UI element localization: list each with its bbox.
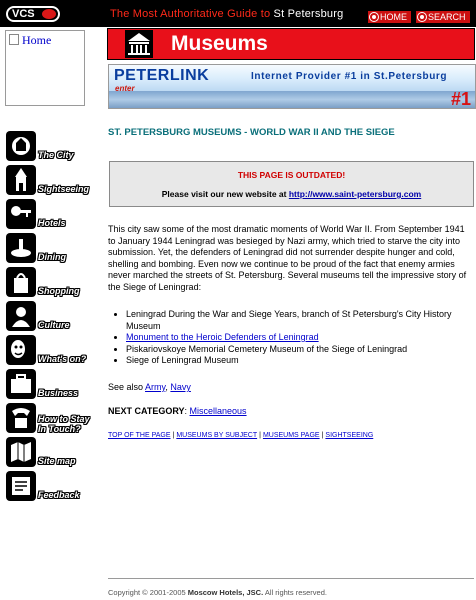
city-emblem-icon <box>6 131 36 161</box>
footer-divider <box>108 578 474 579</box>
notice-title: THIS PAGE IS OUTDATED! <box>237 170 346 180</box>
section-header <box>107 28 475 60</box>
home-logo-alt-text: Home <box>22 33 52 47</box>
museums-by-subject-link[interactable]: MUSEUMS BY SUBJECT <box>176 432 258 439</box>
bottom-nav-separator: | <box>321 432 324 439</box>
sidebar-item-label: Shopping <box>38 286 80 296</box>
banner-tagline: Internet Provider #1 in St.Petersburg <box>251 71 448 82</box>
home-nav-label: HOME <box>380 12 407 22</box>
footer-copyright <box>108 588 327 597</box>
footer-suffix: All rights reserved. <box>263 588 327 597</box>
sidebar-item-label: Dining <box>38 252 66 262</box>
church-icon <box>6 165 36 195</box>
army-link[interactable]: Army <box>145 382 166 392</box>
sidebar-item-site-map[interactable] <box>6 437 106 467</box>
sidebar-item-business[interactable] <box>6 369 106 399</box>
site-tagline <box>110 8 343 20</box>
footer-prefix: Copyright © 2001-2005 <box>108 588 188 597</box>
museum-list <box>108 309 474 367</box>
telephone-icon <box>6 403 36 433</box>
sidebar-item-label: Sightseeing <box>38 184 90 194</box>
sidebar-item-label: What's on? <box>38 354 87 364</box>
banner-water <box>109 91 476 109</box>
site-tagline-city: St Petersburg <box>273 8 344 20</box>
banner-brand: PETERLINK <box>114 67 210 84</box>
search-bullet-icon <box>418 13 426 21</box>
hotel-key-icon <box>6 199 36 229</box>
sidebar-item-culture[interactable] <box>6 301 106 331</box>
peterlink-banner[interactable] <box>108 64 476 109</box>
sidebar-item-shopping[interactable] <box>6 267 106 297</box>
sidebar-item-whats-on[interactable] <box>6 335 106 365</box>
sidebar-item-label: Site map <box>38 456 76 466</box>
miscellaneous-link[interactable]: Miscellaneous <box>189 406 247 416</box>
banner-rank: #1 <box>450 89 471 109</box>
sidebar-item-label-line2: In Touch? <box>38 424 81 434</box>
bottom-nav <box>108 432 373 439</box>
home-logo-link[interactable] <box>5 30 85 106</box>
feedback-icon <box>6 471 36 501</box>
sidebar-item-label: How to Stay <box>38 414 90 424</box>
home-bullet-icon <box>370 13 378 21</box>
notice-text-prefix: Please visit our new website at <box>161 189 289 199</box>
logo-swoosh-icon <box>42 9 56 19</box>
navy-link[interactable]: Navy <box>170 382 191 392</box>
vcs-logo[interactable] <box>6 6 60 22</box>
outdated-notice <box>109 161 474 207</box>
footer-company: Moscow Hotels, JSC. <box>187 588 264 597</box>
sidebar-item-label: The City <box>38 150 74 160</box>
new-website-link[interactable]: http://www.saint-petersburg.com <box>288 189 422 199</box>
list-item: • Siege of Leningrad Museum <box>126 355 474 367</box>
banner-enter-label: enter <box>115 84 135 93</box>
page-title: ST. PETERSBURG MUSEUMS - WORLD WAR II AND THE SIEGE <box>108 127 395 138</box>
list-item <box>126 332 474 344</box>
sidebar-item-label: Feedback <box>38 490 80 500</box>
shopping-bag-icon <box>6 267 36 297</box>
sidebar-item-feedback[interactable] <box>6 471 106 501</box>
site-map-icon <box>6 437 36 467</box>
search-nav-button[interactable] <box>416 11 470 23</box>
business-icon <box>6 369 36 399</box>
next-category-label: NEXT CATEGORY <box>108 406 185 416</box>
see-also-label: See also <box>108 382 146 392</box>
monument-link[interactable]: Monument to the Heroic Defenders of Leningrad <box>126 332 319 342</box>
list-item: • Leningrad During the War and Siege Years, branch of St Petersburg's City History Museum <box>126 309 474 332</box>
site-tagline-prefix: The Most Authoritative Guide to <box>110 8 274 20</box>
sidebar-item-label: Hotels <box>38 218 66 228</box>
masks-icon <box>6 335 36 365</box>
sidebar-item-dining[interactable] <box>6 233 106 263</box>
museums-page-link[interactable]: MUSEUMS PAGE <box>262 432 320 439</box>
intro-paragraph: This city saw some of the most dramatic moments of World War II. From September 1941 to January 1944 Leningrad was besieged by Nazi army, which tried to starve the city into submission. Yet, the defenders of Leningrad did not surrender despite hunger and cold, shelling and bombing. Even now we continue to be proud of the fact that enemy armies never marched the streets of St. Petersburg. Several museums tell the impressive story of the Siege of Leningrad: <box>108 224 467 292</box>
broken-image-icon <box>9 34 19 45</box>
bottom-nav-separator: | <box>172 432 175 439</box>
sightseeing-link[interactable]: SIGHTSEEING <box>325 432 374 439</box>
home-nav-button[interactable] <box>368 11 411 23</box>
dining-icon <box>6 233 36 263</box>
museum-building-icon <box>125 30 153 58</box>
search-nav-label: SEARCH <box>428 12 466 22</box>
sidebar-item-label: Culture <box>38 320 70 330</box>
culture-icon <box>6 301 36 331</box>
section-title: Museums <box>171 32 268 55</box>
sidebar-item-hotels[interactable] <box>6 199 106 229</box>
top-of-page-link[interactable]: TOP OF THE PAGE <box>108 432 171 439</box>
next-category <box>108 406 247 416</box>
next-category-colon: : <box>184 406 190 416</box>
sidebar-item-sightseeing[interactable] <box>6 165 106 195</box>
vcs-logo-text: VCS <box>12 8 35 20</box>
top-bar <box>0 0 476 27</box>
see-also <box>108 382 191 392</box>
bottom-nav-separator: | <box>259 432 261 439</box>
sidebar-item-label: Business <box>38 388 79 398</box>
sidebar-item-how-to-stay-in-touch[interactable] <box>6 403 106 433</box>
sidebar-item-the-city[interactable] <box>6 131 106 161</box>
list-item: • Piskariovskoye Memorial Cemetery Museum of the Siege of Leningrad <box>126 344 474 356</box>
notice-text <box>110 189 473 199</box>
see-also-separator: , <box>165 382 171 392</box>
